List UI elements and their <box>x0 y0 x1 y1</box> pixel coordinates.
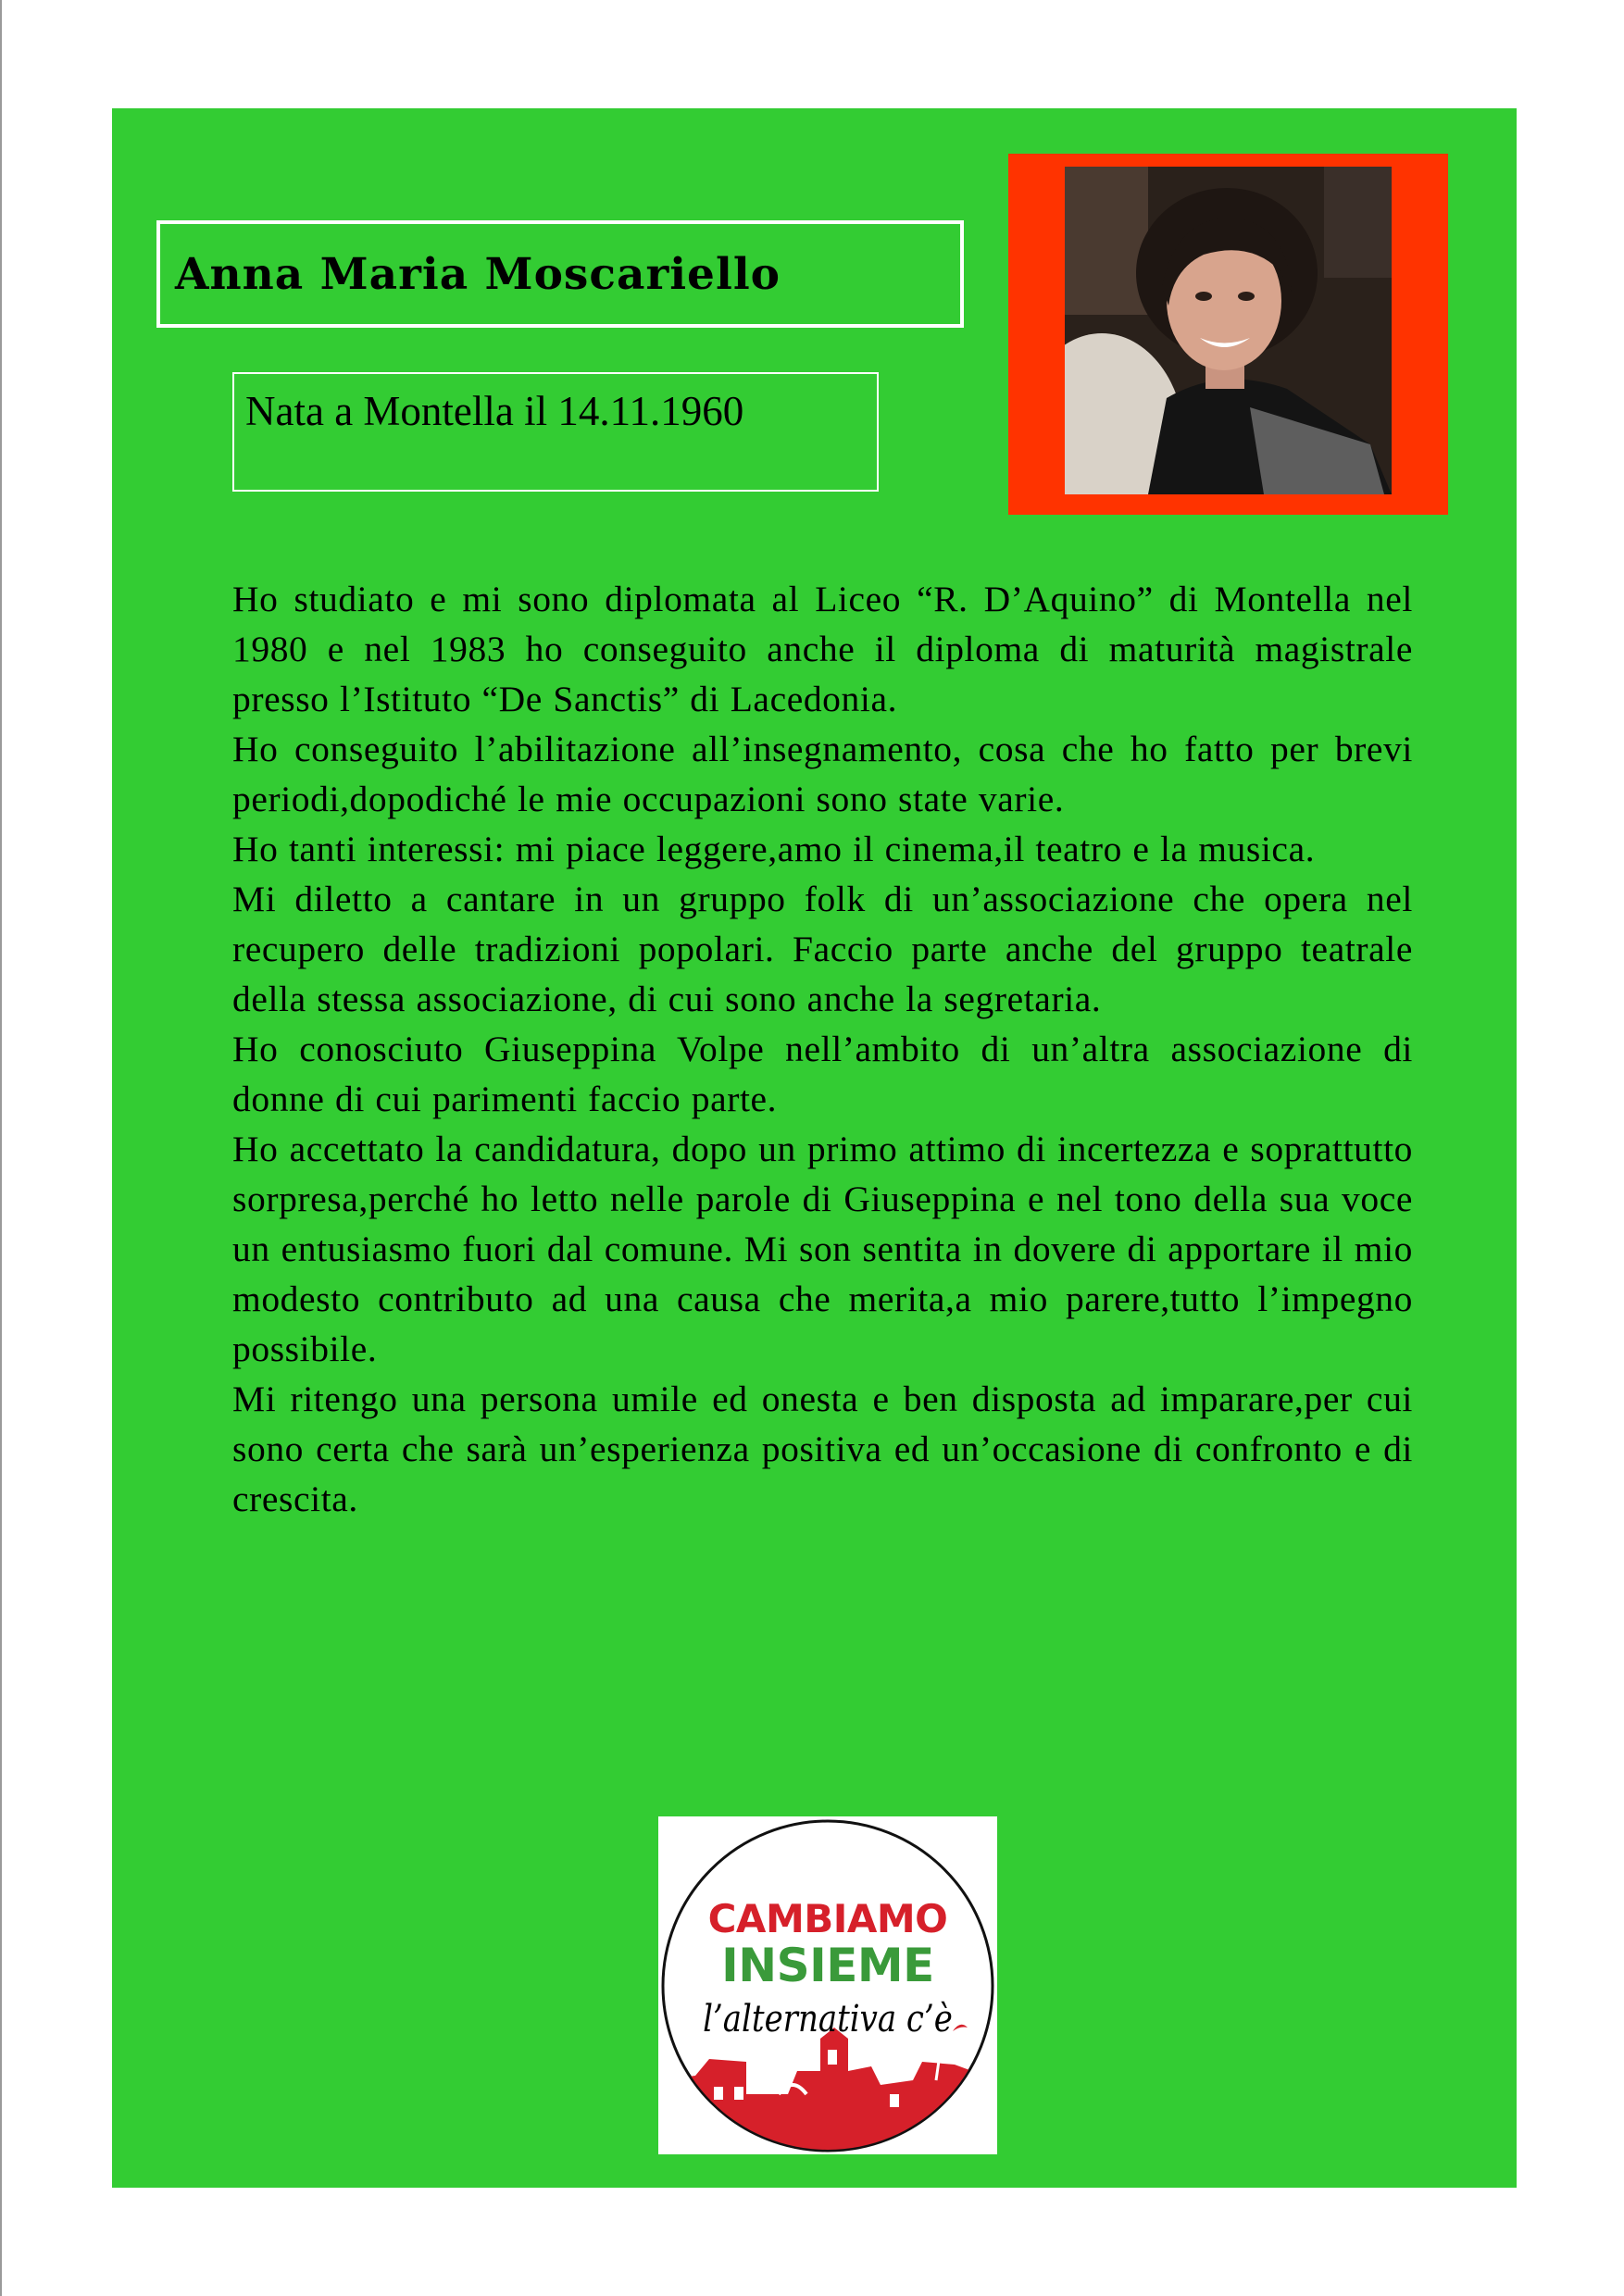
bio-paragraph-teaching: Ho conseguito l’abilitazione all’insegnamento, cosa che ho fatto per brevi periodi,dopodiché le mie occupazioni sono state varie. <box>232 729 1413 819</box>
bio-paragraph-folk-group: Mi diletto a cantare in un gruppo folk di un’associazione che opera nel recupero delle tradizioni popolari. Faccio parte anche del gruppo teatrale della stessa associazione, di cui sono anche la segretaria. <box>232 879 1413 1019</box>
biography <box>232 574 1413 1524</box>
bio-paragraph-education: Ho studiato e mi sono diplomata al Liceo “R. D’Aquino” di Montella nel 1980 e nel 1983 ho conseguito anche il diploma di maturità magistrale presso l’Istituto “De Sanctis” di Lacedonia. <box>232 579 1413 719</box>
candidate-photo <box>1065 167 1392 494</box>
bio-paragraph-association: Ho conosciuto Giuseppina Volpe nell’ambito di un’altra associazione di donne di cui parimenti faccio parte. <box>232 1029 1413 1119</box>
logo-slogan: l’alternativa c’è <box>703 1998 953 2040</box>
logo-line-insieme: INSIEME <box>721 1939 934 1992</box>
candidate-name: Anna Maria Moscariello <box>156 220 964 328</box>
party-logo <box>658 1816 997 2154</box>
birth-info: Nata a Montella il 14.11.1960 <box>232 372 879 492</box>
logo-line-cambiamo: CAMBIAMO <box>707 1896 948 1941</box>
bio-paragraph-closing: Mi ritengo una persona umile ed onesta e ben disposta ad imparare,per cui sono certa che sarà un’esperienza positiva ed un’occasione di confronto e di crescita. <box>232 1379 1413 1519</box>
bio-paragraph-interests: Ho tanti interessi: mi piace leggere,amo il cinema,il teatro e la musica. <box>232 829 1316 869</box>
bio-paragraph-candidacy: Ho accettato la candidatura, dopo un primo attimo di incertezza e soprattutto sorpresa,perché ho letto nelle parole di Giuseppina e nel tono della sua voce un entusiasmo fuori dal comune. Mi son sentita in dovere di apportare il mio modesto contributo ad una causa che merita,a mio parere,tutto l’impegno possibile. <box>232 1129 1413 1369</box>
profile-panel <box>112 108 1517 2188</box>
photo-frame <box>1008 154 1448 515</box>
